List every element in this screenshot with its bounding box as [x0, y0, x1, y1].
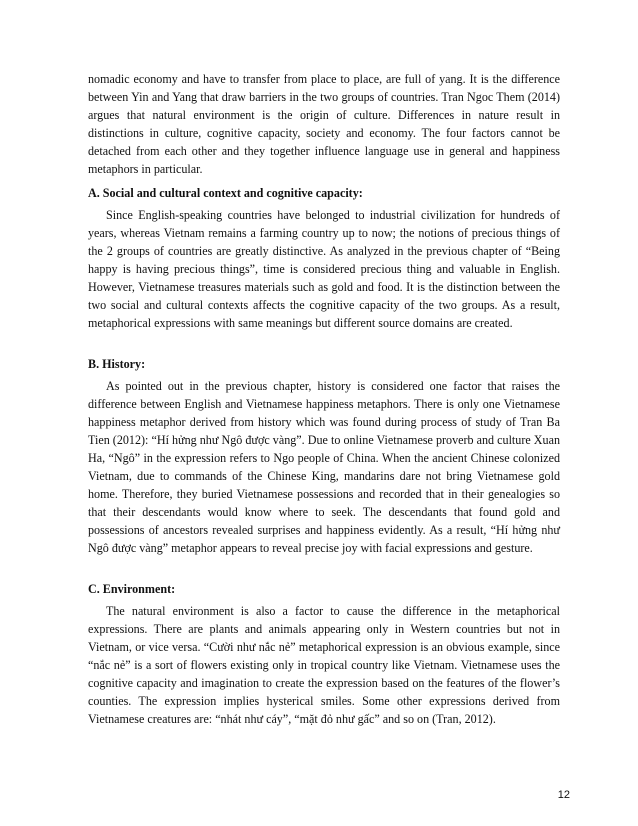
- section-body-history: As pointed out in the previous chapter, history is considered one factor that raises the difference between English and Vietnamese happiness metaphors. There is only one Vietnamese happiness metaphor derived from history which was found during process of study of Tran Ba Tien (2012): “Hí hửng như Ngô được vàng”. Due to online Vietnamese proverb and culture Xuan Ha, “Ngô” in the expression refers to Ngo people of China. When the ancient Chinese colonized Vietnam, due to commands of the Chinese King, mandarins dare not bring Vietnamese gold home. Therefore, they buried Vietnamese possessions and recorded that in their genealogies so that their descendants would know where to seek. The descendants that found gold and possessions of ancestors revealed surprises and happiness evidently. As a result, “Hí hửng như Ngô được vàng” metaphor appears to reveal precise joy with facial expressions and gesture.: [88, 379, 560, 555]
- section-heading-history: B. History:: [88, 357, 146, 371]
- section-body-social-cultural: Since English-speaking countries have belonged to industrial civilization for hundreds of years, whereas Vietnam remains a farming country up to now; the notions of precious things of the 2 groups of countries are greatly distinctive. As analyzed in the previous chapter of “Being happy is having precious things”, time is considered precious thing and valuable in English. However, Vietnamese treasures materials such as gold and food. It is the distinction between the two social and cultural contexts affects the cognitive capacity of the two groups. As a result, metaphorical expressions with same meanings but different source domains are created.: [88, 208, 560, 330]
- page-number: 12: [557, 789, 570, 801]
- section-heading-social-cultural: A. Social and cultural context and cognitive capacity:: [88, 186, 363, 200]
- page-content: [88, 70, 560, 728]
- intro-paragraph: nomadic economy and have to transfer from place to place, are full of yang. It is the difference between Yin and Yang that draw barriers in the two groups of countries. Tran Ngoc Them (2014) argues that natural environment is the origin of culture. Differences in nature result in distinctions in culture, cognitive capacity, society and economy. The four factors cannot be detached from each other and they together influence language use in general and happiness metaphors in particular.: [88, 72, 560, 176]
- section-body-environment: The natural environment is also a factor to cause the difference in the metaphorical expressions. There are plants and animals appearing only in Western countries but not in Vietnam, or vice versa. “Cười như nắc nẻ” metaphorical expression is an obvious example, since “nắc nẻ” is a sort of flowers existing only in tropical country like Vietnam. Vietnamese uses the cognitive capacity and imagination to create the expression based on the features of the flower’s counties. The expression implies hysterical smiles. Some other expressions derived from Vietnamese creatures are: “nhát như cáy”, “mặt đỏ như gấc” and so on (Tran, 2012).: [88, 604, 560, 726]
- section-heading-environment: C. Environment:: [88, 582, 176, 596]
